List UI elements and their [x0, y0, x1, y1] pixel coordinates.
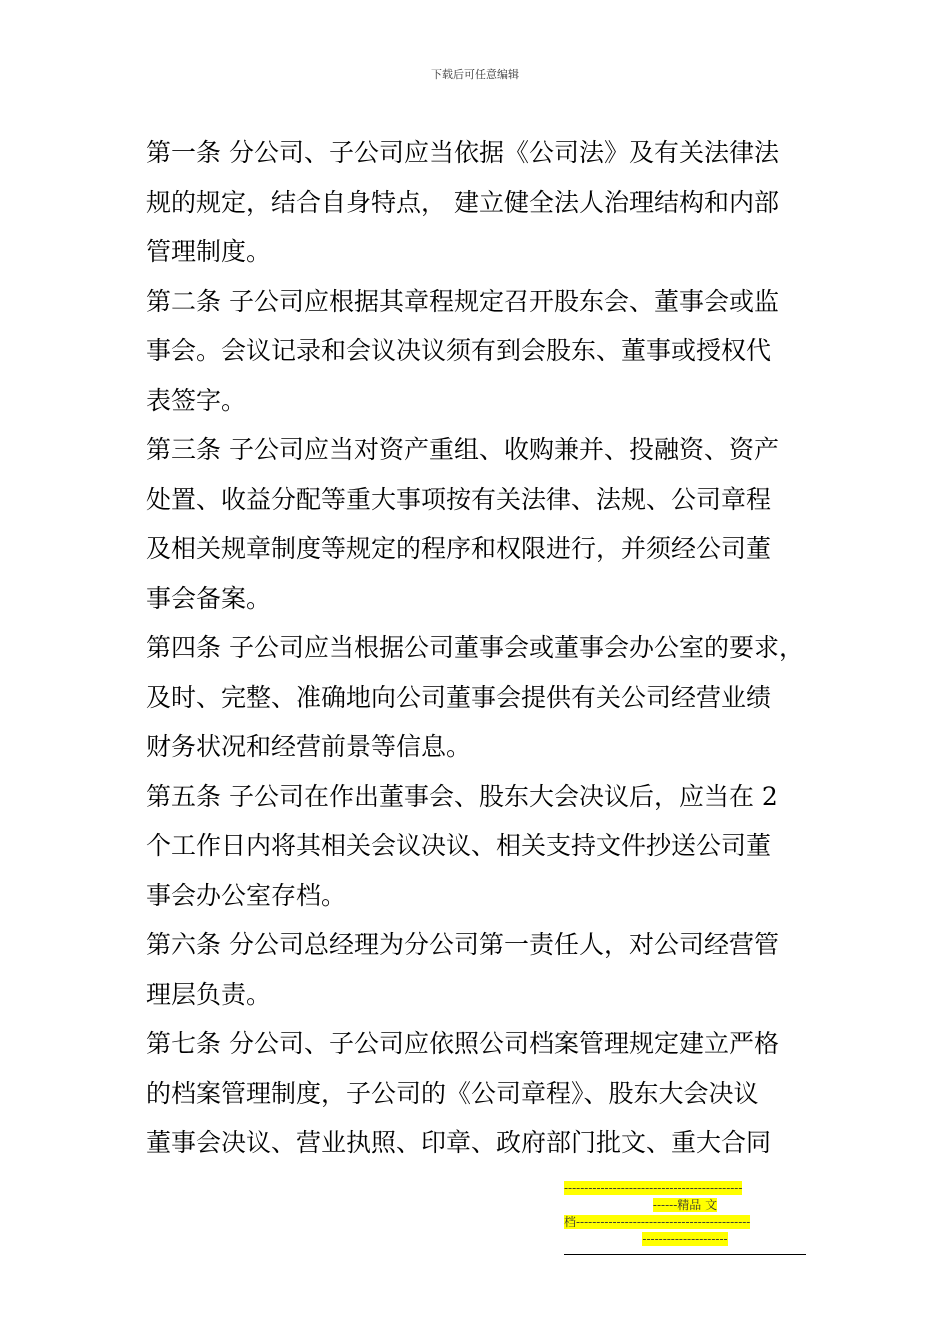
- text-line: 表签字。: [146, 385, 247, 415]
- text-line: 第四条 子公司应当根据公司董事会或董事会办公室的要求，: [146, 633, 804, 662]
- text-line: 第二条 子公司应根据其章程规定召开股东会、董事会或监: [146, 286, 779, 316]
- text-line: 个工作日内将其相关会议决议、相关支持文件抄送公司董: [146, 831, 772, 860]
- text-line: 规的规定，结合自身特点， 建立健全法人治理结构和内部: [146, 187, 779, 217]
- text-line: 处置、收益分配等重大事项按有关法律、法规、公司章程: [146, 484, 772, 514]
- footer-watermark: [564, 1180, 806, 1255]
- text-line: 第七条 分公司、子公司应依照公司档案管理规定建立严格: [146, 1029, 779, 1058]
- footer-text: --------------------------------------------: [564, 1181, 743, 1195]
- footer-text: ---------------------: [642, 1232, 728, 1246]
- footer-text: 档-------------------------------------------: [564, 1215, 751, 1229]
- text-line: 第五条 子公司在作出董事会、股东大会决议后，应当在 2: [146, 781, 778, 811]
- text-line: 事会备案。: [146, 583, 272, 613]
- text-line: 理层负责。: [146, 979, 272, 1009]
- text-line: 第三条 子公司应当对资产重组、收购兼并、投融资、资产: [146, 435, 779, 464]
- text-line: 董事会决议、营业执照、印章、政府部门批文、重大合同: [146, 1128, 772, 1157]
- footer-row: [564, 1180, 806, 1197]
- text-line: 及相关规章制度等规定的程序和权限进行，并须经公司董: [146, 534, 772, 563]
- text-line: 管理制度。: [146, 237, 272, 266]
- text-line: 第一条 分公司、子公司应当依据《公司法》及有关法律法: [146, 138, 779, 167]
- footer-row: [564, 1231, 806, 1248]
- document-body: [146, 128, 810, 1168]
- text-line: 事会。会议记录和会议决议须有到会股东、董事或授权代: [146, 336, 772, 365]
- header-note: 下载后可任意编辑: [431, 68, 519, 81]
- text-line: 及时、完整、准确地向公司董事会提供有关公司经营业绩: [146, 682, 772, 712]
- text-line: 第六条 分公司总经理为分公司第一责任人，对公司经营管: [146, 930, 779, 959]
- text-line: 的档案管理制度，子公司的《公司章程》、股东大会决议: [146, 1078, 759, 1108]
- text-line: 事会办公室存档。: [146, 880, 347, 910]
- footer-row: [564, 1214, 806, 1231]
- footer-text: ------精品 文: [652, 1198, 718, 1212]
- text-line: 财务状况和经营前景等信息。: [146, 732, 472, 761]
- footer-row: [564, 1197, 806, 1214]
